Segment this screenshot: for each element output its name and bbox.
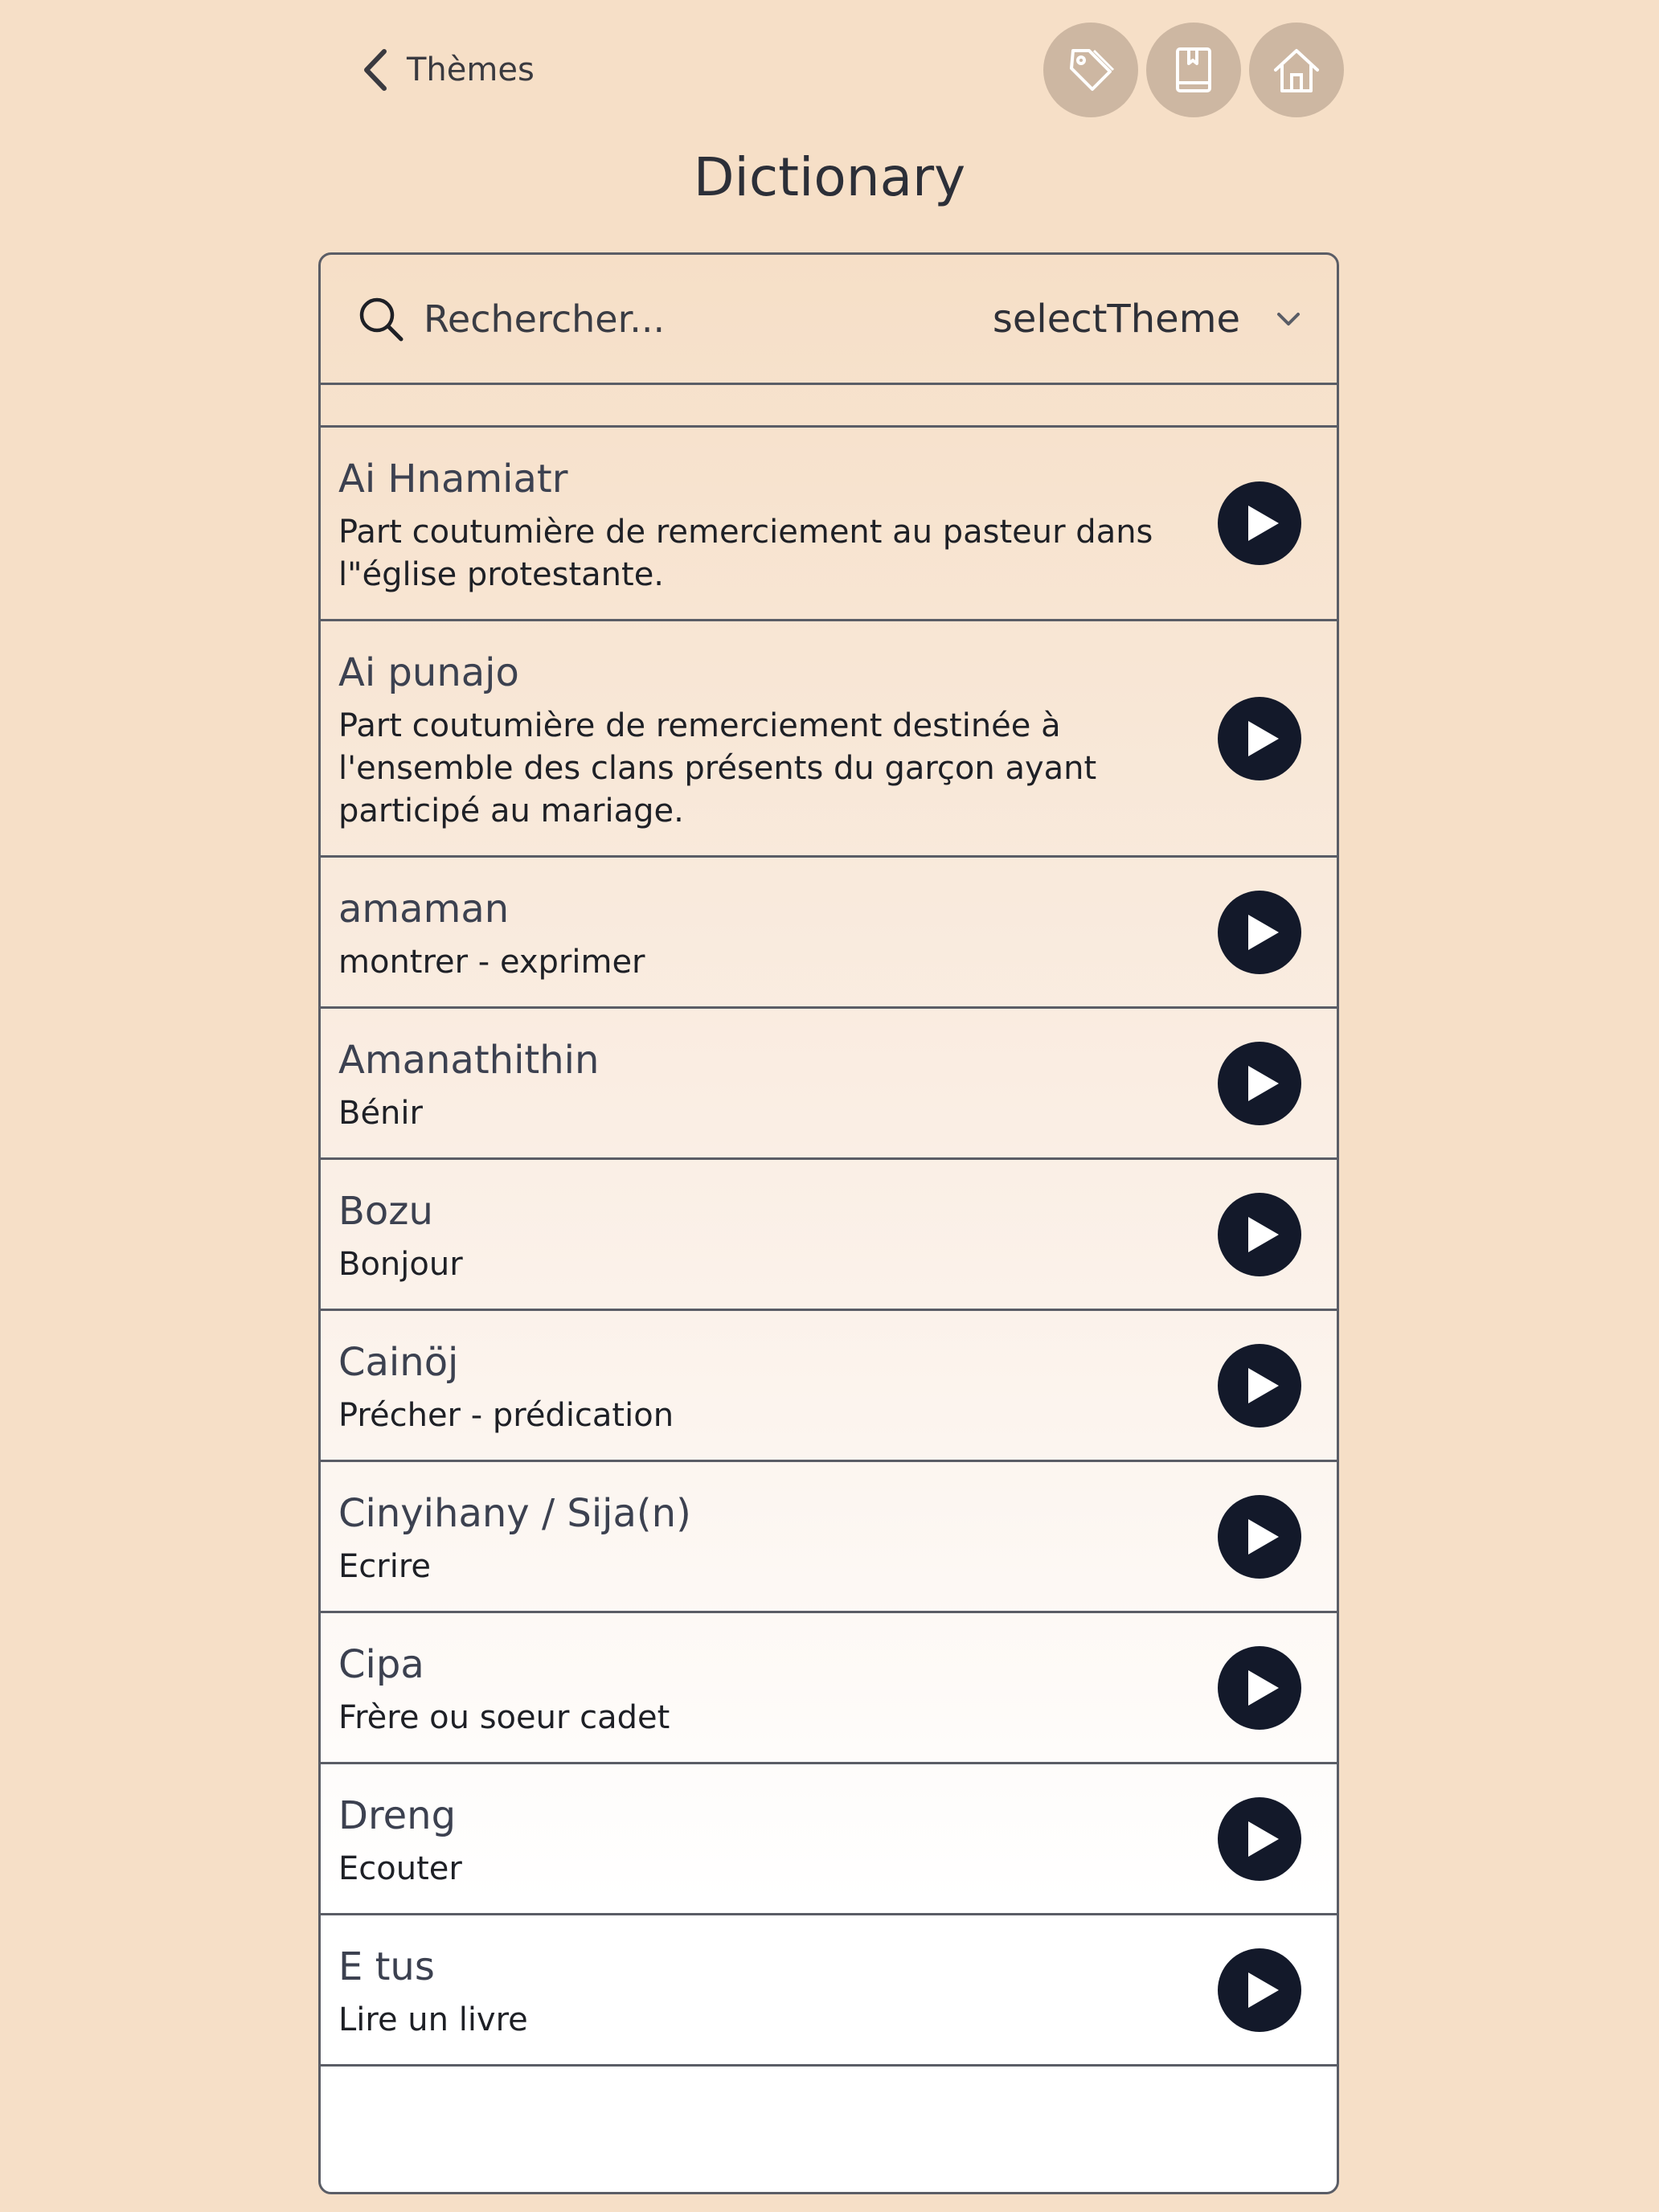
play-icon <box>1243 719 1282 758</box>
theme-select-value: selectTheme <box>992 296 1240 342</box>
entry-word: Ai punajo <box>338 650 519 695</box>
play-audio-button[interactable] <box>1218 1646 1301 1730</box>
play-icon <box>1243 1820 1282 1858</box>
play-icon <box>1243 1366 1282 1405</box>
list-item <box>321 1160 1337 1311</box>
play-audio-button[interactable] <box>1218 697 1301 780</box>
chevron-left-icon <box>360 47 392 93</box>
tags-button[interactable] <box>1043 23 1138 117</box>
entry-definition: Bonjour <box>338 1246 463 1283</box>
entry-definition: Ecrire <box>338 1548 431 1585</box>
list-item <box>321 621 1337 858</box>
list-item <box>321 858 1337 1009</box>
entry-word: Cipa <box>338 1642 424 1687</box>
search-icon <box>356 294 406 344</box>
book-icon <box>1168 44 1219 96</box>
play-audio-button[interactable] <box>1218 1193 1301 1276</box>
entry-definition: Part coutumière de remerciement destinée à l'ensemble des clans présents du garçon ayant participé au mariage. <box>338 707 1097 830</box>
play-icon <box>1243 913 1282 952</box>
play-audio-button[interactable] <box>1218 1495 1301 1579</box>
play-icon <box>1243 1971 1282 2009</box>
dictionary-button[interactable] <box>1146 23 1241 117</box>
list-spacer <box>321 385 1337 428</box>
entry-definition: montrer - exprimer <box>338 944 645 981</box>
play-icon <box>1243 1064 1282 1103</box>
entry-word: Cainöj <box>338 1340 459 1385</box>
top-icon-bar <box>1043 23 1344 117</box>
home-button[interactable] <box>1249 23 1344 117</box>
entry-definition: Part coutumière de remerciement au pasteur dans l"église protestante. <box>338 514 1153 593</box>
play-audio-button[interactable] <box>1218 1042 1301 1125</box>
entry-definition: Bénir <box>338 1095 423 1132</box>
play-audio-button[interactable] <box>1218 1948 1301 2032</box>
page-title: Dictionary <box>693 146 966 208</box>
list-item <box>321 1462 1337 1613</box>
entry-word: amaman <box>338 887 510 932</box>
entry-definition: Lire un livre <box>338 2001 528 2038</box>
back-label: Thèmes <box>407 51 535 88</box>
entry-word: Amanathithin <box>338 1038 600 1083</box>
play-audio-button[interactable] <box>1218 1797 1301 1881</box>
play-audio-button[interactable] <box>1218 481 1301 565</box>
list-item <box>321 1009 1337 1160</box>
play-audio-button[interactable] <box>1218 1344 1301 1428</box>
search-input[interactable] <box>424 297 993 341</box>
entry-definition: Ecouter <box>338 1850 462 1887</box>
back-button[interactable] <box>360 47 535 93</box>
home-icon <box>1271 44 1322 96</box>
entry-definition: Précher - prédication <box>338 1397 674 1434</box>
play-icon <box>1243 504 1282 543</box>
play-icon <box>1243 1669 1282 1707</box>
list-item <box>321 1915 1337 2067</box>
tag-icon <box>1065 44 1116 96</box>
chevron-down-icon <box>1272 303 1305 335</box>
theme-select[interactable] <box>993 297 1305 342</box>
entry-word: Bozu <box>338 1189 433 1234</box>
play-icon <box>1243 1518 1282 1556</box>
play-audio-button[interactable] <box>1218 891 1301 974</box>
entry-word: Ai Hnamiatr <box>338 457 568 502</box>
entry-definition: Frère ou soeur cadet <box>338 1699 670 1736</box>
list-item <box>321 1613 1337 1764</box>
entry-word: E tus <box>338 1944 435 1989</box>
entry-word: Dreng <box>338 1793 457 1838</box>
list-item <box>321 1311 1337 1462</box>
entry-word: Cinyihany / Sija(n) <box>338 1491 691 1536</box>
dictionary-panel <box>318 252 1339 2194</box>
list-item <box>321 1764 1337 1915</box>
search-bar <box>321 255 1337 385</box>
play-icon <box>1243 1215 1282 1254</box>
list-item <box>321 428 1337 621</box>
